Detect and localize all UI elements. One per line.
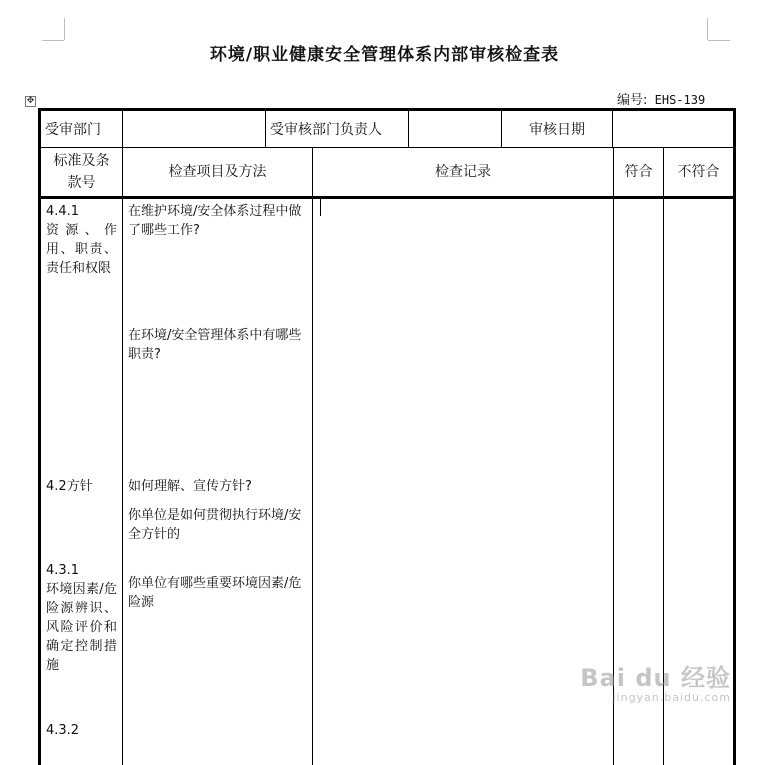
clause-4-4-1 [46,202,117,477]
col-header-records: 检查记录 [313,148,614,198]
check-item: 在环境/安全管理体系中有哪些职责? [128,326,307,477]
column-header-row [40,148,735,198]
col-header-nonconform: 不符合 [664,148,735,198]
col-header-clause: 标准及条 款号 [40,148,123,198]
document-number [617,89,705,108]
col-header-items: 检查项目及方法 [123,148,313,198]
dept-label: 受审部门 [40,110,123,148]
check-records-cell[interactable] [313,198,614,765]
check-item: 如何理解、宣传方针? [128,477,307,506]
clause-column [40,198,123,765]
clause-number: 4.3.2 [46,721,117,740]
audit-date-value-cell[interactable] [613,110,735,148]
clause-4-3-1 [46,561,117,721]
audit-date-label: 审核日期 [502,110,613,148]
dept-head-label: 受审核部门负责人 [266,110,409,148]
clause-name: 方针 [67,479,93,494]
clause-number: 4.2 [46,479,67,494]
text-cursor [320,199,321,216]
clause-4-2 [46,477,117,561]
baidu-jingyan-watermark [580,658,731,704]
clause-4-3-2 [46,721,117,740]
watermark-url: jingyan.baidu.com [580,691,731,704]
col-header-conform: 符合 [614,148,664,198]
document-number-value: EHS-139 [655,93,706,107]
dept-value-cell[interactable] [123,110,266,148]
dept-head-value-cell[interactable] [409,110,502,148]
clause-number: 4.3.1 [46,561,117,580]
check-item: 你单位是如何贯彻执行环境/安全方针的 [128,506,307,574]
table-move-handle-icon[interactable]: ✥ [25,96,36,107]
check-item: 你单位有哪些重要环境因素/危险源 [128,574,307,612]
watermark-brand: Bai du 经验 [580,658,731,693]
check-items-column [123,198,313,765]
clause-name: 资源、作用、职责、责任和权限 [46,221,117,278]
audit-header-table [38,108,736,148]
document-number-label: 编号: [617,93,647,108]
clause-name: 环境因素/危险源辨识、风险评价和确定控制措施 [46,580,117,675]
clause-number: 4.4.1 [46,202,117,221]
check-item: 在维护环境/安全体系过程中做了哪些工作? [128,202,307,326]
document-title: 环境/职业健康安全管理体系内部审核检查表 [0,40,769,65]
